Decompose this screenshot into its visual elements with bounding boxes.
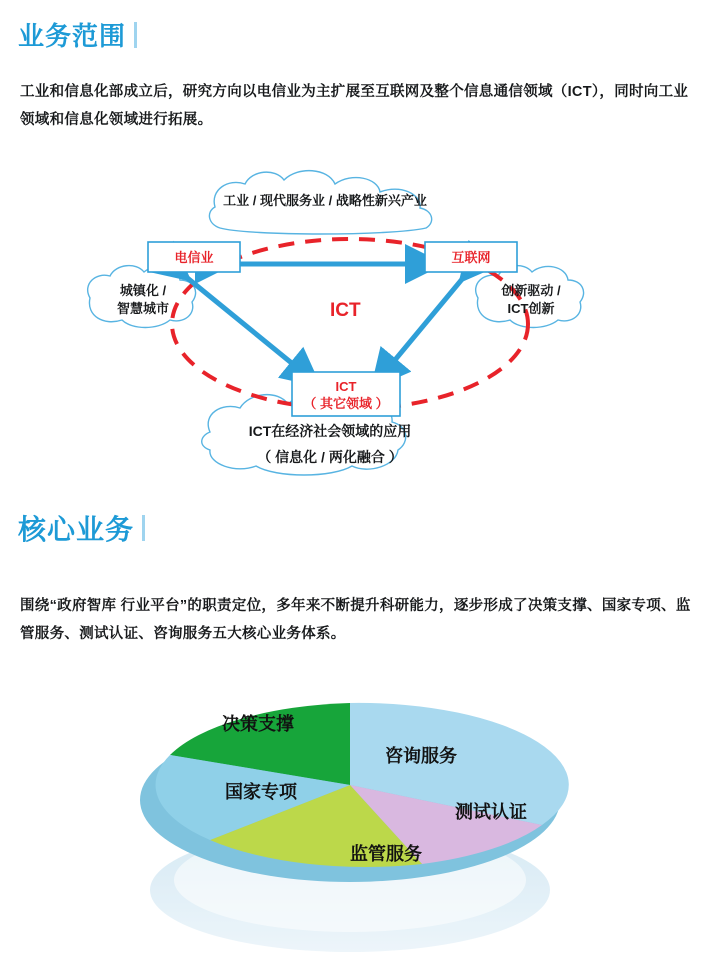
cloud-left-line1: 城镇化 /	[119, 283, 167, 298]
section-heading-scope-text: 业务范围	[18, 21, 127, 51]
cloud-bottom-line2: （ 信息化 / 两化融合 ）	[257, 449, 403, 465]
arrow-internet-other	[380, 272, 468, 378]
pie-slices	[156, 703, 569, 867]
paragraph-core: 围绕“政府智库 行业平台”的职责定位，多年来不断提升科研能力，逐步形成了决策支撑、国家专项、监管服务、测试认证、咨询服务五大核心业务体系。	[20, 598, 691, 642]
cloud-bottom-line1: ICT在经济社会领域的应用	[248, 423, 412, 439]
cloud-right-line2: ICT创新	[507, 301, 555, 316]
arrow-telecom-other	[180, 272, 310, 378]
section-heading-core	[18, 508, 145, 548]
pie-label-4: 国家专项	[225, 782, 297, 802]
ict-center-label: ICT	[330, 300, 361, 321]
section-heading-scope	[18, 16, 137, 53]
box-telecom-shape	[148, 242, 240, 272]
paragraph-scope: 工业和信息化部成立后，研究方向以电信业为主扩展至互联网及整个信息通信领域（ICT），同时向工业领域和信息化领域进行拓展。	[20, 84, 689, 128]
box-internet-shape	[425, 242, 517, 272]
heading-accent-bar-2	[142, 515, 145, 541]
box-other-line2: （ 其它领域 ）	[303, 396, 389, 411]
cloud-right-line1: 创新驱动 /	[501, 283, 561, 298]
pie-label-3: 监管服务	[350, 844, 422, 864]
box-internet-label: 互联网	[451, 250, 491, 265]
pie-label-1: 咨询服务	[385, 746, 457, 766]
core-business-pie-chart	[50, 640, 670, 965]
cloud-top-label: 工业 / 现代服务业 / 战略性新兴产业	[223, 193, 427, 208]
section-heading-core-text: 核心业务	[18, 514, 135, 545]
pie-label-2: 测试认证	[455, 802, 527, 822]
cloud-left-line2: 智慧城市	[116, 301, 169, 316]
heading-accent-bar	[134, 22, 137, 48]
cloud-top-shape	[209, 171, 431, 234]
pie-label-0: 决策支撑	[222, 714, 294, 734]
box-other-shape	[292, 372, 400, 416]
cloud-left-shape	[88, 266, 196, 328]
ict-diagram	[60, 160, 650, 490]
box-other-line1: ICT	[335, 379, 357, 394]
box-telecom-label: 电信业	[174, 250, 214, 265]
